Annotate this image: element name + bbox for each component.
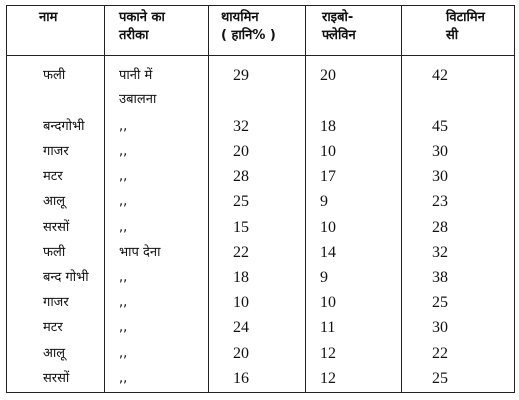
header-cooking-method: पकाने का तरीका	[105, 6, 209, 56]
cooking-method-cell: भाप देना	[105, 241, 209, 266]
table-row	[7, 367, 515, 393]
vitamin-c-loss-cell: 42	[402, 56, 515, 115]
riboflavin-loss-cell: 14	[306, 241, 402, 266]
thiamin-loss-cell: 18	[209, 266, 306, 291]
cooking-method-cell: पानी में उबालना	[105, 56, 209, 115]
table-body	[7, 56, 515, 393]
food-name-cell: सरसों	[7, 367, 105, 393]
cooking-method-cell: ,,	[105, 291, 209, 316]
riboflavin-loss-cell: 9	[306, 190, 402, 215]
cooking-method-cell: ,,	[105, 216, 209, 241]
riboflavin-loss-cell: 12	[306, 367, 402, 393]
thiamin-loss-cell: 28	[209, 165, 306, 190]
thiamin-loss-cell: 20	[209, 140, 306, 165]
table-row	[7, 316, 515, 341]
cooking-method-cell: ,,	[105, 115, 209, 140]
riboflavin-loss-cell: 20	[306, 56, 402, 115]
food-name-cell: फली	[7, 56, 105, 115]
thiamin-loss-cell: 10	[209, 291, 306, 316]
thiamin-loss-cell: 20	[209, 342, 306, 367]
header-thiamin-loss: थायमिन ( हानि% )	[209, 6, 306, 56]
table-row	[7, 342, 515, 367]
header-name: नाम	[7, 6, 105, 56]
riboflavin-loss-cell: 10	[306, 140, 402, 165]
header-vitamin-c: विटामिन सी	[402, 6, 515, 56]
thiamin-loss-cell: 32	[209, 115, 306, 140]
food-name-cell: गाजर	[7, 291, 105, 316]
vitamin-c-loss-cell: 25	[402, 367, 515, 393]
header-riboflavin: राइबो- फ्लेविन	[306, 6, 402, 56]
food-name-cell: आलू	[7, 190, 105, 215]
table-row	[7, 291, 515, 316]
thiamin-loss-cell: 15	[209, 216, 306, 241]
riboflavin-loss-cell: 10	[306, 291, 402, 316]
cooking-method-cell: ,,	[105, 140, 209, 165]
header-row	[7, 6, 515, 56]
table-row	[7, 56, 515, 115]
table-row	[7, 241, 515, 266]
riboflavin-loss-cell: 12	[306, 342, 402, 367]
thiamin-loss-cell: 29	[209, 56, 306, 115]
food-name-cell: बन्दगोभी	[7, 115, 105, 140]
vitamin-c-loss-cell: 30	[402, 165, 515, 190]
riboflavin-loss-cell: 18	[306, 115, 402, 140]
table-row	[7, 190, 515, 215]
cooking-method-cell: ,,	[105, 367, 209, 393]
table-row	[7, 266, 515, 291]
thiamin-loss-cell: 25	[209, 190, 306, 215]
vitamin-c-loss-cell: 32	[402, 241, 515, 266]
thiamin-loss-cell: 16	[209, 367, 306, 393]
food-name-cell: सरसों	[7, 216, 105, 241]
vitamin-c-loss-cell: 38	[402, 266, 515, 291]
riboflavin-loss-cell: 10	[306, 216, 402, 241]
food-name-cell: मटर	[7, 165, 105, 190]
food-name-cell: बन्द गोभी	[7, 266, 105, 291]
food-name-cell: आलू	[7, 342, 105, 367]
riboflavin-loss-cell: 11	[306, 316, 402, 341]
table-row	[7, 115, 515, 140]
food-name-cell: गाजर	[7, 140, 105, 165]
vitamin-c-loss-cell: 25	[402, 291, 515, 316]
riboflavin-loss-cell: 9	[306, 266, 402, 291]
table-header	[7, 6, 515, 56]
cooking-method-cell: ,,	[105, 266, 209, 291]
cooking-method-cell: ,,	[105, 316, 209, 341]
vitamin-c-loss-cell: 22	[402, 342, 515, 367]
vitamin-c-loss-cell: 30	[402, 140, 515, 165]
vitamin-c-loss-cell: 30	[402, 316, 515, 341]
vitamin-loss-table	[6, 5, 515, 393]
table-row	[7, 165, 515, 190]
cooking-method-cell: ,,	[105, 190, 209, 215]
vitamin-c-loss-cell: 45	[402, 115, 515, 140]
table-row	[7, 140, 515, 165]
food-name-cell: मटर	[7, 316, 105, 341]
thiamin-loss-cell: 22	[209, 241, 306, 266]
vitamin-c-loss-cell: 23	[402, 190, 515, 215]
vitamin-c-loss-cell: 28	[402, 216, 515, 241]
thiamin-loss-cell: 24	[209, 316, 306, 341]
cooking-method-cell: ,,	[105, 165, 209, 190]
riboflavin-loss-cell: 17	[306, 165, 402, 190]
cooking-method-cell: ,,	[105, 342, 209, 367]
table-row	[7, 216, 515, 241]
food-name-cell: फली	[7, 241, 105, 266]
